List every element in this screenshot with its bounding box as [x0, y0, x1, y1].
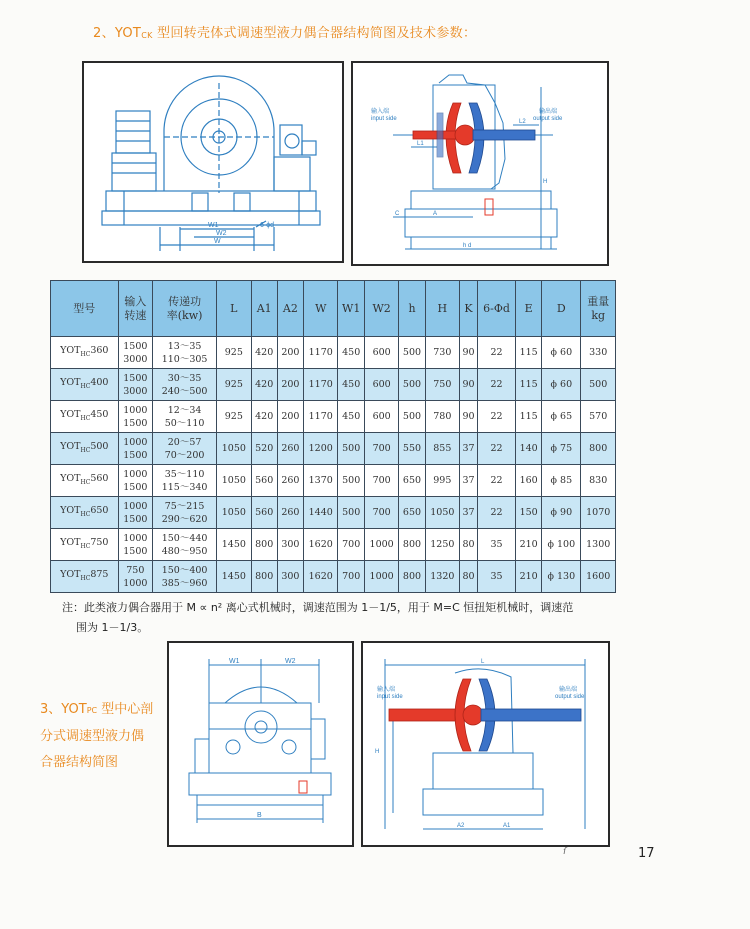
cell-e: 160 — [516, 465, 542, 497]
cell-w1: 700 — [338, 561, 364, 593]
cell-a2: 200 — [277, 337, 303, 369]
cell-k: 90 — [460, 337, 478, 369]
label-output-cn: 输出端 — [559, 687, 578, 693]
cell-k: 80 — [460, 561, 478, 593]
diagram-ck-section — [351, 61, 609, 266]
cell-h: 500 — [399, 369, 425, 401]
cell-h: 1050 — [425, 497, 459, 529]
cell-a1: 420 — [251, 369, 277, 401]
column-header: 型号 — [51, 281, 119, 337]
cell-h: 650 — [399, 465, 425, 497]
cell-kg: 1600 — [581, 561, 616, 593]
column-header: L — [217, 281, 251, 337]
cell-kg: 500 — [581, 369, 616, 401]
table-row — [51, 433, 616, 465]
label-c: C — [395, 211, 400, 217]
speed-cell: 1500 3000 — [118, 337, 152, 369]
column-header: W2 — [364, 281, 398, 337]
column-header: K — [460, 281, 478, 337]
page-number: 17 — [638, 846, 655, 861]
cell-a1: 800 — [251, 529, 277, 561]
cell-d: 22 — [478, 401, 516, 433]
cell-h: 800 — [399, 529, 425, 561]
speed-cell: 750 1000 — [118, 561, 152, 593]
label-output-cn: 输出端 — [539, 109, 558, 115]
table-row — [51, 497, 616, 529]
cell-kg: 800 — [581, 433, 616, 465]
model-cell: $YOT_{HC}400$ — [51, 369, 119, 401]
table-row — [51, 401, 616, 433]
column-header: W1 — [338, 281, 364, 337]
diagram-pc-section — [361, 641, 610, 847]
ck-side-view-drawing — [84, 63, 342, 261]
cell-w2: 700 — [364, 433, 398, 465]
cell-a1: 420 — [251, 337, 277, 369]
cell-l: 925 — [217, 401, 251, 433]
table-row — [51, 529, 616, 561]
column-header: E — [516, 281, 542, 337]
page-mark: ſ — [563, 847, 567, 857]
cell-d: 22 — [478, 337, 516, 369]
section-2-title: 2、YOTCK 型回转壳体式调速型液力偶合器结构简图及技术参数： — [93, 26, 477, 41]
table-row — [51, 369, 616, 401]
cell-k: 90 — [460, 401, 478, 433]
cell-d: ϕ 85 — [542, 465, 581, 497]
label-w2: W2 — [285, 658, 296, 665]
cell-d: ϕ 100 — [542, 529, 581, 561]
cell-a2: 200 — [277, 401, 303, 433]
label-h: H — [543, 179, 548, 185]
label-l: L — [481, 659, 485, 665]
cell-a2: 260 — [277, 497, 303, 529]
cell-h: 855 — [425, 433, 459, 465]
cell-w2: 700 — [364, 465, 398, 497]
column-header: A1 — [251, 281, 277, 337]
cell-h: 500 — [399, 337, 425, 369]
cell-w1: 450 — [338, 401, 364, 433]
diagram-ck-side-view — [82, 61, 344, 263]
cell-h: 650 — [399, 497, 425, 529]
cell-h: 730 — [425, 337, 459, 369]
cell-k: 37 — [460, 497, 478, 529]
power-cell: 20～57 70～200 — [153, 433, 217, 465]
label-holes: 6-ϕd — [260, 222, 275, 229]
cell-h: 550 — [399, 433, 425, 465]
cell-w: 1370 — [303, 465, 337, 497]
power-cell: 150～400 385～960 — [153, 561, 217, 593]
cell-h: 750 — [425, 369, 459, 401]
cell-l: 925 — [217, 369, 251, 401]
diagram-pc-side-view — [167, 641, 354, 847]
column-header: W — [303, 281, 337, 337]
cell-h: 1320 — [425, 561, 459, 593]
cell-kg: 330 — [581, 337, 616, 369]
cell-w1: 450 — [338, 337, 364, 369]
cell-l: 1450 — [217, 561, 251, 593]
cell-a1: 420 — [251, 401, 277, 433]
cell-a2: 300 — [277, 529, 303, 561]
label-w2: W2 — [216, 230, 227, 237]
cell-d: ϕ 65 — [542, 401, 581, 433]
model-cell: $YOT_{HC}450$ — [51, 401, 119, 433]
cell-w2: 600 — [364, 401, 398, 433]
cell-h: 1250 — [425, 529, 459, 561]
technical-parameters-table — [50, 280, 616, 593]
cell-k: 37 — [460, 465, 478, 497]
model-cell: $YOT_{HC}650$ — [51, 497, 119, 529]
cell-e: 115 — [516, 401, 542, 433]
label-l2: L2 — [519, 119, 526, 125]
label-w1: W1 — [229, 658, 240, 665]
model-cell: $YOT_{HC}750$ — [51, 529, 119, 561]
cell-d: 22 — [478, 369, 516, 401]
column-header: H — [425, 281, 459, 337]
cell-d: ϕ 60 — [542, 337, 581, 369]
label-output-en: output side — [555, 694, 585, 700]
cell-k: 37 — [460, 433, 478, 465]
model-cell: $YOT_{HC}560$ — [51, 465, 119, 497]
column-header: A2 — [277, 281, 303, 337]
cell-l: 1050 — [217, 465, 251, 497]
speed-cell: 1000 1500 — [118, 401, 152, 433]
speed-cell: 1000 1500 — [118, 465, 152, 497]
cell-d: ϕ 130 — [542, 561, 581, 593]
power-cell: 150～440 480～950 — [153, 529, 217, 561]
cell-a1: 560 — [251, 497, 277, 529]
cell-k: 80 — [460, 529, 478, 561]
cell-w: 1170 — [303, 369, 337, 401]
label-b: B — [257, 812, 262, 819]
ck-section-drawing — [353, 63, 607, 264]
cell-w1: 500 — [338, 433, 364, 465]
cell-a1: 800 — [251, 561, 277, 593]
cell-d: ϕ 90 — [542, 497, 581, 529]
usage-note — [62, 598, 622, 638]
table-header-row — [51, 281, 616, 337]
label-h: H — [375, 749, 380, 755]
cell-d: ϕ 75 — [542, 433, 581, 465]
cell-w: 1620 — [303, 561, 337, 593]
column-header: 重量 kg — [581, 281, 616, 337]
cell-w: 1620 — [303, 529, 337, 561]
column-header: 输入 转速 — [118, 281, 152, 337]
cell-l: 925 — [217, 337, 251, 369]
cell-d: 35 — [478, 529, 516, 561]
cell-w1: 500 — [338, 497, 364, 529]
cell-h: 500 — [399, 401, 425, 433]
cell-w2: 700 — [364, 497, 398, 529]
cell-e: 150 — [516, 497, 542, 529]
column-header: 6-Φd — [478, 281, 516, 337]
cell-w: 1200 — [303, 433, 337, 465]
cell-w2: 600 — [364, 369, 398, 401]
cell-a1: 520 — [251, 433, 277, 465]
pc-section-drawing — [363, 643, 608, 845]
power-cell: 30～35 240～500 — [153, 369, 217, 401]
cell-e: 140 — [516, 433, 542, 465]
cell-h: 800 — [399, 561, 425, 593]
speed-cell: 1000 1500 — [118, 433, 152, 465]
table-row — [51, 465, 616, 497]
cell-w1: 700 — [338, 529, 364, 561]
label-hd: h d — [463, 243, 472, 249]
cell-l: 1050 — [217, 433, 251, 465]
cell-w: 1440 — [303, 497, 337, 529]
cell-w2: 600 — [364, 337, 398, 369]
cell-e: 210 — [516, 561, 542, 593]
power-cell: 35～110 115～340 — [153, 465, 217, 497]
label-w1: W1 — [208, 222, 219, 229]
power-cell: 13～35 110～305 — [153, 337, 217, 369]
cell-kg: 1300 — [581, 529, 616, 561]
cell-d: 35 — [478, 561, 516, 593]
model-cell: $YOT_{HC}360$ — [51, 337, 119, 369]
cell-kg: 830 — [581, 465, 616, 497]
cell-w2: 1000 — [364, 561, 398, 593]
cell-d: 22 — [478, 433, 516, 465]
cell-a2: 200 — [277, 369, 303, 401]
label-input-en: input side — [377, 694, 403, 700]
cell-k: 90 — [460, 369, 478, 401]
cell-d: 22 — [478, 465, 516, 497]
label-w: W — [214, 238, 221, 245]
label-a: A — [433, 211, 438, 217]
cell-e: 115 — [516, 337, 542, 369]
cell-a2: 260 — [277, 433, 303, 465]
table-row — [51, 337, 616, 369]
cell-e: 210 — [516, 529, 542, 561]
cell-d: 22 — [478, 497, 516, 529]
speed-cell: 1000 1500 — [118, 529, 152, 561]
cell-a2: 300 — [277, 561, 303, 593]
cell-w: 1170 — [303, 337, 337, 369]
label-input-en: input side — [371, 116, 397, 122]
table-body — [51, 337, 616, 593]
column-header: D — [542, 281, 581, 337]
power-cell: 12～34 50～110 — [153, 401, 217, 433]
power-cell: 75～215 290～620 — [153, 497, 217, 529]
model-cell: $YOT_{HC}875$ — [51, 561, 119, 593]
cell-d: ϕ 60 — [542, 369, 581, 401]
cell-w: 1170 — [303, 401, 337, 433]
model-cell: $YOT_{HC}500$ — [51, 433, 119, 465]
label-output-en: output side — [533, 116, 563, 122]
cell-w2: 1000 — [364, 529, 398, 561]
cell-e: 115 — [516, 369, 542, 401]
cell-w1: 500 — [338, 465, 364, 497]
label-input-cn: 输入端 — [371, 109, 390, 115]
table-row — [51, 561, 616, 593]
label-l1: L1 — [417, 141, 424, 147]
cell-kg: 570 — [581, 401, 616, 433]
cell-kg: 1070 — [581, 497, 616, 529]
note-line-2: 围为 1－1/3。 — [76, 621, 149, 634]
cell-l: 1450 — [217, 529, 251, 561]
label-a2: A2 — [457, 823, 465, 829]
label-input-cn: 输入端 — [377, 687, 396, 693]
cell-a2: 260 — [277, 465, 303, 497]
speed-cell: 1000 1500 — [118, 497, 152, 529]
cell-l: 1050 — [217, 497, 251, 529]
cell-h: 995 — [425, 465, 459, 497]
cell-a1: 560 — [251, 465, 277, 497]
pc-side-view-drawing — [169, 643, 352, 845]
cell-h: 780 — [425, 401, 459, 433]
note-line-1: 注：此类液力偶合器用于 M ∝ n² 离心式机械时，调速范围为 1－1/5，用于 M=C 恒扭矩机械时，调速范 — [62, 601, 574, 614]
column-header: 传递功 率(kw) — [153, 281, 217, 337]
section-3-title: 3、YOTPC 型中心剖 分式调速型液力偶 合器结构简图 — [40, 702, 154, 770]
speed-cell: 1500 3000 — [118, 369, 152, 401]
column-header: h — [399, 281, 425, 337]
label-a1: A1 — [503, 823, 511, 829]
cell-w1: 450 — [338, 369, 364, 401]
